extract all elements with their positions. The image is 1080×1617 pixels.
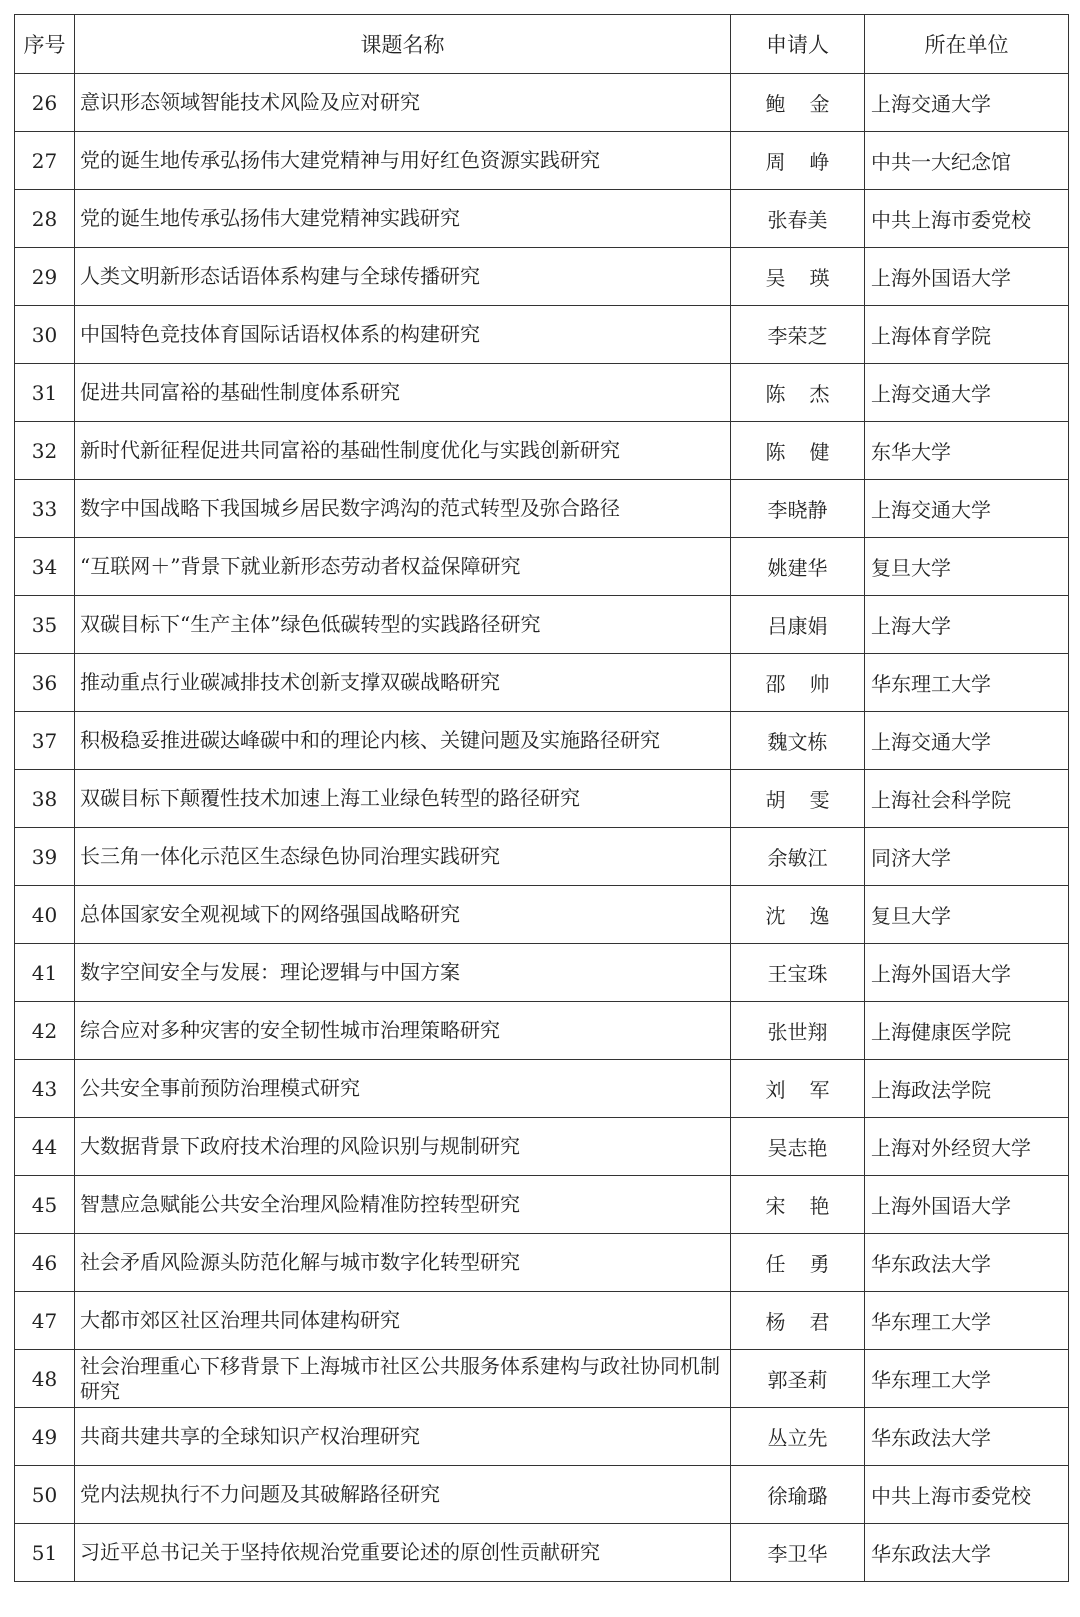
cell-applicant: 杨君 <box>731 1292 865 1350</box>
table-row <box>15 480 1069 538</box>
cell-title: 公共安全事前预防治理模式研究 <box>75 1060 731 1118</box>
cell-title: 党内法规执行不力问题及其破解路径研究 <box>75 1466 731 1524</box>
cell-unit: 上海外国语大学 <box>865 248 1069 306</box>
cell-unit: 上海健康医学院 <box>865 1002 1069 1060</box>
cell-title: 社会矛盾风险源头防范化解与城市数字化转型研究 <box>75 1234 731 1292</box>
cell-unit: 上海政法学院 <box>865 1060 1069 1118</box>
cell-number: 34 <box>15 538 75 596</box>
cell-number: 50 <box>15 1466 75 1524</box>
header-no: 序号 <box>15 15 75 74</box>
cell-applicant: 李荣芝 <box>731 306 865 364</box>
cell-unit: 华东理工大学 <box>865 654 1069 712</box>
cell-number: 26 <box>15 74 75 132</box>
table-row <box>15 1002 1069 1060</box>
cell-number: 32 <box>15 422 75 480</box>
table-row <box>15 190 1069 248</box>
table-row <box>15 1292 1069 1350</box>
cell-title: 党的诞生地传承弘扬伟大建党精神与用好红色资源实践研究 <box>75 132 731 190</box>
cell-unit: 上海交通大学 <box>865 74 1069 132</box>
cell-applicant: 李晓静 <box>731 480 865 538</box>
table-row <box>15 1408 1069 1466</box>
cell-applicant: 吴志艳 <box>731 1118 865 1176</box>
cell-applicant: 郭圣莉 <box>731 1350 865 1408</box>
cell-number: 44 <box>15 1118 75 1176</box>
table-row <box>15 944 1069 1002</box>
cell-title: 长三角一体化示范区生态绿色协同治理实践研究 <box>75 828 731 886</box>
cell-number: 30 <box>15 306 75 364</box>
cell-number: 37 <box>15 712 75 770</box>
table-row <box>15 248 1069 306</box>
cell-unit: 复旦大学 <box>865 886 1069 944</box>
table-row <box>15 654 1069 712</box>
cell-unit: 上海交通大学 <box>865 480 1069 538</box>
cell-number: 49 <box>15 1408 75 1466</box>
table-row <box>15 1466 1069 1524</box>
cell-title: 习近平总书记关于坚持依规治党重要论述的原创性贡献研究 <box>75 1524 731 1582</box>
cell-number: 45 <box>15 1176 75 1234</box>
table-row <box>15 74 1069 132</box>
cell-title: “互联网＋”背景下就业新形态劳动者权益保障研究 <box>75 538 731 596</box>
cell-number: 35 <box>15 596 75 654</box>
header-title: 课题名称 <box>75 15 731 74</box>
table-row <box>15 422 1069 480</box>
cell-unit: 上海外国语大学 <box>865 944 1069 1002</box>
table-body <box>15 74 1069 1582</box>
cell-title: 数字中国战略下我国城乡居民数字鸿沟的范式转型及弥合路径 <box>75 480 731 538</box>
cell-applicant: 宋艳 <box>731 1176 865 1234</box>
cell-title: 总体国家安全观视域下的网络强国战略研究 <box>75 886 731 944</box>
cell-number: 33 <box>15 480 75 538</box>
cell-title: 大数据背景下政府技术治理的风险识别与规制研究 <box>75 1118 731 1176</box>
table-row <box>15 770 1069 828</box>
table-row <box>15 132 1069 190</box>
table-row <box>15 1118 1069 1176</box>
cell-unit: 上海大学 <box>865 596 1069 654</box>
project-table <box>14 14 1069 1582</box>
cell-number: 36 <box>15 654 75 712</box>
cell-unit: 华东政法大学 <box>865 1234 1069 1292</box>
cell-title: 党的诞生地传承弘扬伟大建党精神实践研究 <box>75 190 731 248</box>
cell-number: 48 <box>15 1350 75 1408</box>
cell-number: 38 <box>15 770 75 828</box>
cell-unit: 东华大学 <box>865 422 1069 480</box>
table-row <box>15 1234 1069 1292</box>
cell-applicant: 丛立先 <box>731 1408 865 1466</box>
cell-number: 43 <box>15 1060 75 1118</box>
table-row <box>15 1350 1069 1408</box>
cell-applicant: 吴瑛 <box>731 248 865 306</box>
cell-applicant: 魏文栋 <box>731 712 865 770</box>
cell-title: 人类文明新形态话语体系构建与全球传播研究 <box>75 248 731 306</box>
cell-title: 双碳目标下颠覆性技术加速上海工业绿色转型的路径研究 <box>75 770 731 828</box>
table-row <box>15 1176 1069 1234</box>
cell-number: 40 <box>15 886 75 944</box>
cell-applicant: 余敏江 <box>731 828 865 886</box>
header-unit: 所在单位 <box>865 15 1069 74</box>
table-row <box>15 306 1069 364</box>
cell-unit: 上海外国语大学 <box>865 1176 1069 1234</box>
cell-unit: 华东政法大学 <box>865 1524 1069 1582</box>
cell-applicant: 刘军 <box>731 1060 865 1118</box>
cell-applicant: 王宝珠 <box>731 944 865 1002</box>
cell-title: 智慧应急赋能公共安全治理风险精准防控转型研究 <box>75 1176 731 1234</box>
cell-title: 中国特色竞技体育国际话语权体系的构建研究 <box>75 306 731 364</box>
cell-unit: 上海交通大学 <box>865 712 1069 770</box>
cell-title: 促进共同富裕的基础性制度体系研究 <box>75 364 731 422</box>
cell-title: 双碳目标下“生产主体”绿色低碳转型的实践路径研究 <box>75 596 731 654</box>
table-row <box>15 596 1069 654</box>
cell-title: 社会治理重心下移背景下上海城市社区公共服务体系建构与政社协同机制研究 <box>75 1350 731 1408</box>
cell-applicant: 胡雯 <box>731 770 865 828</box>
cell-title: 新时代新征程促进共同富裕的基础性制度优化与实践创新研究 <box>75 422 731 480</box>
cell-applicant: 姚建华 <box>731 538 865 596</box>
cell-number: 27 <box>15 132 75 190</box>
cell-number: 51 <box>15 1524 75 1582</box>
cell-title: 数字空间安全与发展：理论逻辑与中国方案 <box>75 944 731 1002</box>
table-row <box>15 538 1069 596</box>
cell-number: 39 <box>15 828 75 886</box>
cell-number: 41 <box>15 944 75 1002</box>
table-row <box>15 364 1069 422</box>
cell-unit: 中共上海市委党校 <box>865 1466 1069 1524</box>
cell-number: 46 <box>15 1234 75 1292</box>
cell-number: 28 <box>15 190 75 248</box>
cell-applicant: 李卫华 <box>731 1524 865 1582</box>
cell-title: 积极稳妥推进碳达峰碳中和的理论内核、关键问题及实施路径研究 <box>75 712 731 770</box>
cell-number: 47 <box>15 1292 75 1350</box>
cell-title: 推动重点行业碳减排技术创新支撑双碳战略研究 <box>75 654 731 712</box>
table-header-row <box>15 15 1069 74</box>
cell-title: 综合应对多种灾害的安全韧性城市治理策略研究 <box>75 1002 731 1060</box>
cell-number: 29 <box>15 248 75 306</box>
cell-applicant: 鲍金 <box>731 74 865 132</box>
cell-applicant: 张春美 <box>731 190 865 248</box>
cell-applicant: 陈健 <box>731 422 865 480</box>
table-row <box>15 1524 1069 1582</box>
cell-number: 31 <box>15 364 75 422</box>
cell-applicant: 徐瑜璐 <box>731 1466 865 1524</box>
cell-title: 大都市郊区社区治理共同体建构研究 <box>75 1292 731 1350</box>
cell-unit: 华东理工大学 <box>865 1350 1069 1408</box>
cell-unit: 上海社会科学院 <box>865 770 1069 828</box>
cell-unit: 华东理工大学 <box>865 1292 1069 1350</box>
table-row <box>15 828 1069 886</box>
cell-unit: 华东政法大学 <box>865 1408 1069 1466</box>
cell-unit: 中共上海市委党校 <box>865 190 1069 248</box>
cell-applicant: 周峥 <box>731 132 865 190</box>
cell-title: 意识形态领域智能技术风险及应对研究 <box>75 74 731 132</box>
cell-applicant: 沈逸 <box>731 886 865 944</box>
cell-unit: 上海体育学院 <box>865 306 1069 364</box>
table-row <box>15 886 1069 944</box>
cell-applicant: 张世翔 <box>731 1002 865 1060</box>
cell-unit: 复旦大学 <box>865 538 1069 596</box>
table-row <box>15 712 1069 770</box>
header-applicant: 申请人 <box>731 15 865 74</box>
cell-applicant: 陈杰 <box>731 364 865 422</box>
cell-applicant: 吕康娟 <box>731 596 865 654</box>
cell-title: 共商共建共享的全球知识产权治理研究 <box>75 1408 731 1466</box>
cell-applicant: 邵帅 <box>731 654 865 712</box>
cell-unit: 中共一大纪念馆 <box>865 132 1069 190</box>
cell-applicant: 任勇 <box>731 1234 865 1292</box>
cell-number: 42 <box>15 1002 75 1060</box>
cell-unit: 上海交通大学 <box>865 364 1069 422</box>
table-row <box>15 1060 1069 1118</box>
cell-unit: 同济大学 <box>865 828 1069 886</box>
cell-unit: 上海对外经贸大学 <box>865 1118 1069 1176</box>
